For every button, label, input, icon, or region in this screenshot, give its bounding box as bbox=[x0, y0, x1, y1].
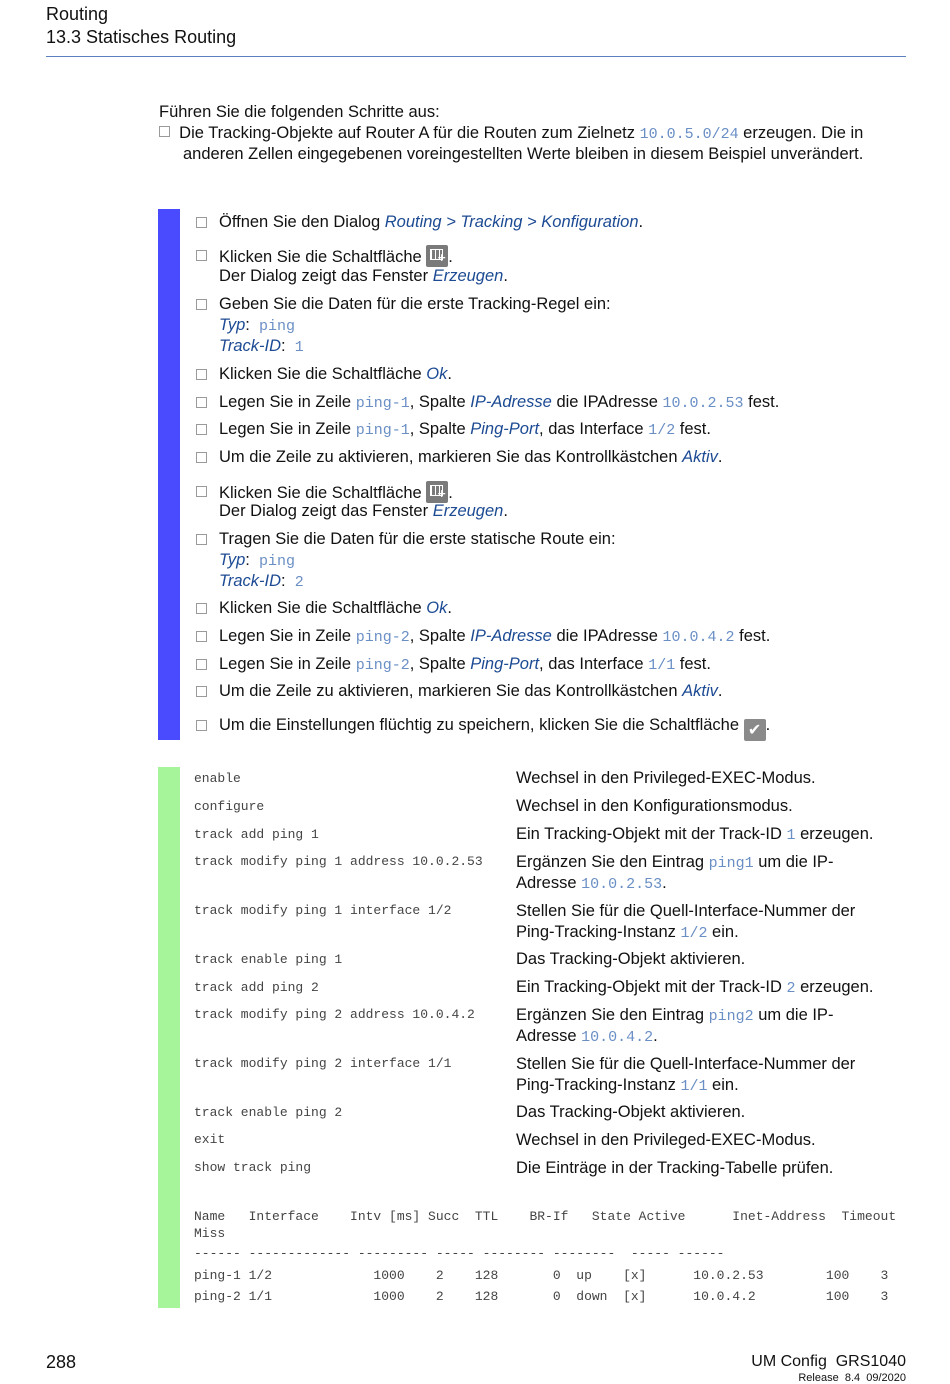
cli-description: Wechsel in den Privileged-EXEC-Modus. bbox=[516, 1131, 816, 1149]
cli-description bbox=[516, 852, 833, 874]
step-text: fest. bbox=[734, 627, 771, 645]
cli-description: Wechsel in den Privileged-EXEC-Modus. bbox=[516, 769, 816, 787]
cli-command: exit bbox=[194, 1132, 226, 1147]
step-text: , Spalte bbox=[409, 627, 471, 645]
colon: : bbox=[281, 337, 286, 355]
step-text: Geben Sie die Daten für die erste Tracking-Regel ein: bbox=[219, 295, 611, 313]
step-text: Legen Sie in Zeile bbox=[219, 655, 356, 673]
step-punct: . bbox=[765, 716, 771, 734]
save-check-icon[interactable]: ✔ bbox=[744, 719, 766, 741]
checkbox-icon bbox=[196, 631, 207, 642]
release-info: Release 8.4 09/2020 bbox=[798, 1372, 906, 1384]
desc-text: Ergänzen Sie den Eintrag bbox=[516, 1006, 709, 1024]
colon: : bbox=[281, 572, 286, 590]
step-punct: . bbox=[447, 365, 452, 383]
step-text: fest. bbox=[675, 655, 711, 673]
step-text: fest. bbox=[675, 420, 711, 438]
cli-command: show track ping bbox=[194, 1160, 312, 1175]
checkbox-icon bbox=[196, 424, 207, 435]
step-text: , das Interface bbox=[539, 420, 649, 438]
step-text: Tragen Sie die Daten für die erste statische Route ein: bbox=[219, 530, 616, 548]
network-code: 10.0.5.0/24 bbox=[639, 126, 739, 143]
cli-description: Wechsel in den Konfigurationsmodus. bbox=[516, 797, 793, 815]
desc-code: ping2 bbox=[708, 1008, 754, 1025]
cli-description: Stellen Sie für die Quell-Interface-Nummer der bbox=[516, 1055, 856, 1073]
row-code: ping-2 bbox=[355, 629, 410, 646]
step-punct: . bbox=[503, 502, 508, 520]
gui-steps-bar bbox=[158, 209, 180, 740]
table-separator: ------ ------------- --------- ----- -------- -------- ----- ------ bbox=[194, 1246, 725, 1261]
button-name: Ok bbox=[426, 599, 448, 617]
step-text: die IPAdresse bbox=[551, 393, 663, 411]
step-punct: . bbox=[717, 682, 723, 700]
step-text: , das Interface bbox=[539, 655, 649, 673]
cli-command: configure bbox=[194, 799, 265, 814]
desc-code: 1/2 bbox=[680, 925, 708, 942]
header-rule bbox=[46, 56, 906, 57]
step-text: Legen Sie in Zeile bbox=[219, 393, 356, 411]
checkbox-icon bbox=[159, 126, 170, 137]
checkbox-name: Aktiv bbox=[682, 448, 718, 466]
step-text: Klicken Sie die Schaltfläche bbox=[219, 365, 427, 383]
step-text: Der Dialog zeigt das Fenster bbox=[219, 267, 433, 285]
step-text: fest. bbox=[743, 393, 780, 411]
step-punct: . bbox=[503, 267, 508, 285]
cli-command: track add ping 1 bbox=[194, 827, 319, 842]
table-header-wrap: Miss bbox=[194, 1226, 226, 1241]
checkbox-icon bbox=[196, 603, 207, 614]
step-punct: . bbox=[448, 248, 453, 266]
colon: : bbox=[245, 551, 250, 569]
chapter-title: Routing bbox=[46, 4, 109, 24]
desc-text: erzeugen. bbox=[795, 978, 874, 996]
checkbox-icon bbox=[196, 686, 207, 697]
checkbox-icon bbox=[196, 659, 207, 670]
desc-text: . bbox=[653, 1027, 658, 1045]
create-table-icon[interactable] bbox=[426, 481, 448, 503]
step-punct: . bbox=[717, 448, 723, 466]
step-text: Klicken Sie die Schaltfläche bbox=[219, 248, 427, 266]
step-text: Um die Einstellungen flüchtig zu speichern, klicken Sie die Schaltfläche bbox=[219, 716, 744, 734]
intro-bullet-line2: anderen Zellen eingegebenen voreingestellten Werte bleiben in diesem Beispiel unverändert. bbox=[183, 145, 864, 163]
step-8-line2 bbox=[219, 501, 508, 522]
checkbox-icon bbox=[196, 534, 207, 545]
desc-text: Ein Tracking-Objekt mit der Track-ID bbox=[516, 825, 787, 843]
checkbox-icon bbox=[196, 250, 207, 261]
table-header: Name Interface Intv [ms] Succ TTL BR-If State Active Inet-Address Timeout bbox=[194, 1209, 897, 1224]
page-number: 288 bbox=[46, 1352, 77, 1372]
checkbox-icon bbox=[196, 452, 207, 463]
step-text: Um die Zeile zu aktivieren, markieren Sie das Kontrollkästchen bbox=[219, 448, 683, 466]
section-title: 13.3 Statisches Routing bbox=[46, 27, 237, 47]
step-text: Klicken Sie die Schaltfläche bbox=[219, 599, 427, 617]
desc-text: Adresse bbox=[516, 1027, 582, 1045]
cli-description: Die Einträge in der Tracking-Tabelle prüfen. bbox=[516, 1159, 834, 1177]
cli-description bbox=[516, 1005, 833, 1027]
step-text: Legen Sie in Zeile bbox=[219, 627, 356, 645]
desc-text: ein. bbox=[707, 1076, 739, 1094]
cli-description: Das Tracking-Objekt aktivieren. bbox=[516, 1103, 746, 1121]
desc-code: 10.0.4.2 bbox=[581, 1029, 654, 1046]
desc-text: um die IP- bbox=[753, 853, 834, 871]
cli-command: track modify ping 2 address 10.0.4.2 bbox=[194, 1007, 475, 1022]
checkbox-icon bbox=[196, 397, 207, 408]
column-name: IP-Adresse bbox=[470, 627, 552, 645]
checkbox-icon bbox=[196, 299, 207, 310]
interface-code: 1/1 bbox=[648, 657, 676, 674]
window-name: Erzeugen bbox=[432, 502, 504, 520]
column-name: Ping-Port bbox=[470, 420, 540, 438]
checkbox-icon bbox=[196, 486, 207, 497]
desc-text: Ein Tracking-Objekt mit der Track-ID bbox=[516, 978, 787, 996]
step-9-typ bbox=[219, 550, 295, 572]
step-text: , Spalte bbox=[409, 420, 471, 438]
step-punct: . bbox=[447, 599, 452, 617]
interface-code: 1/2 bbox=[648, 422, 676, 439]
step-3-trackid bbox=[219, 336, 304, 358]
desc-text: um die IP- bbox=[753, 1006, 834, 1024]
step-9-trackid bbox=[219, 571, 304, 593]
desc-text: . bbox=[662, 874, 667, 892]
row-code: ping-1 bbox=[355, 395, 410, 412]
desc-text: Adresse bbox=[516, 874, 582, 892]
cli-description-line2 bbox=[516, 1075, 739, 1097]
desc-text: Ping-Tracking-Instanz bbox=[516, 1076, 681, 1094]
table-row: ping-2 1/1 1000 2 128 0 down [x] 10.0.4.2 100 3 bbox=[194, 1289, 889, 1304]
cli-description-line2 bbox=[516, 1026, 658, 1048]
step-text: , Spalte bbox=[409, 655, 471, 673]
field-label: Typ bbox=[219, 551, 246, 569]
step-text: Klicken Sie die Schaltfläche bbox=[219, 484, 427, 502]
step-punct: . bbox=[638, 213, 644, 231]
column-name: Ping-Port bbox=[470, 655, 540, 673]
step-3-typ bbox=[219, 315, 295, 337]
checkbox-icon bbox=[196, 369, 207, 380]
column-name: IP-Adresse bbox=[470, 393, 552, 411]
colon: : bbox=[245, 316, 250, 334]
intro-bullet-post: erzeugen. Die in bbox=[738, 124, 864, 142]
cli-command: track add ping 2 bbox=[194, 980, 319, 995]
desc-code: 1 bbox=[786, 827, 796, 844]
window-name: Erzeugen bbox=[432, 267, 504, 285]
cli-description bbox=[516, 977, 874, 999]
field-value: 1 bbox=[294, 339, 304, 356]
desc-code: 1/1 bbox=[680, 1078, 708, 1095]
checkbox-icon bbox=[196, 720, 207, 731]
desc-text: Ergänzen Sie den Eintrag bbox=[516, 853, 709, 871]
desc-text: erzeugen. bbox=[795, 825, 874, 843]
step-text: Öffnen Sie den Dialog bbox=[219, 213, 385, 231]
create-table-icon[interactable] bbox=[426, 245, 448, 267]
menu-path: Routing > Tracking > Konfiguration bbox=[384, 213, 639, 231]
step-text: die IPAdresse bbox=[551, 627, 663, 645]
cli-command: track modify ping 1 interface 1/2 bbox=[194, 903, 452, 918]
cli-description: Das Tracking-Objekt aktivieren. bbox=[516, 950, 746, 968]
checkbox-name: Aktiv bbox=[682, 682, 718, 700]
step-text: Der Dialog zeigt das Fenster bbox=[219, 502, 433, 520]
field-label: Track-ID bbox=[219, 337, 282, 355]
doc-title: UM Config GRS1040 bbox=[751, 1353, 906, 1370]
cli-command: track modify ping 1 address 10.0.2.53 bbox=[194, 854, 483, 869]
button-name: Ok bbox=[426, 365, 448, 383]
cli-steps-bar bbox=[158, 767, 180, 1308]
field-value: ping bbox=[259, 318, 296, 335]
desc-text: Ping-Tracking-Instanz bbox=[516, 923, 681, 941]
cli-command: track enable ping 1 bbox=[194, 952, 343, 967]
row-code: ping-2 bbox=[355, 657, 410, 674]
table-row: ping-1 1/2 1000 2 128 0 up [x] 10.0.2.53 100 3 bbox=[194, 1268, 889, 1283]
field-label: Typ bbox=[219, 316, 246, 334]
cli-command: track modify ping 2 interface 1/1 bbox=[194, 1056, 452, 1071]
step-text: Legen Sie in Zeile bbox=[219, 420, 356, 438]
field-value: ping bbox=[259, 553, 296, 570]
cli-description-line2 bbox=[516, 873, 667, 895]
field-value: 2 bbox=[294, 574, 304, 591]
intro-bullet-text: Die Tracking-Objekte auf Router A für die Routen zum Zielnetz bbox=[179, 124, 640, 142]
row-code: ping-1 bbox=[355, 422, 410, 439]
step-text: Um die Zeile zu aktivieren, markieren Sie das Kontrollkästchen bbox=[219, 682, 683, 700]
desc-code: 2 bbox=[786, 980, 796, 997]
checkbox-icon bbox=[196, 217, 207, 228]
step-text: , Spalte bbox=[409, 393, 471, 411]
ip-code: 10.0.2.53 bbox=[662, 395, 744, 412]
field-label: Track-ID bbox=[219, 572, 282, 590]
intro-bullet bbox=[159, 123, 863, 145]
desc-code: 10.0.2.53 bbox=[581, 876, 663, 893]
cli-description bbox=[516, 824, 874, 846]
intro-lead: Führen Sie die folgenden Schritte aus: bbox=[159, 103, 440, 121]
ip-code: 10.0.4.2 bbox=[662, 629, 735, 646]
desc-text: ein. bbox=[707, 923, 739, 941]
cli-command: enable bbox=[194, 771, 241, 786]
cli-command: track enable ping 2 bbox=[194, 1105, 343, 1120]
step-punct: . bbox=[448, 484, 453, 502]
cli-description-line2 bbox=[516, 922, 739, 944]
desc-code: ping1 bbox=[708, 855, 754, 872]
cli-description: Stellen Sie für die Quell-Interface-Nummer der bbox=[516, 902, 856, 920]
step-2-line2 bbox=[219, 266, 508, 287]
